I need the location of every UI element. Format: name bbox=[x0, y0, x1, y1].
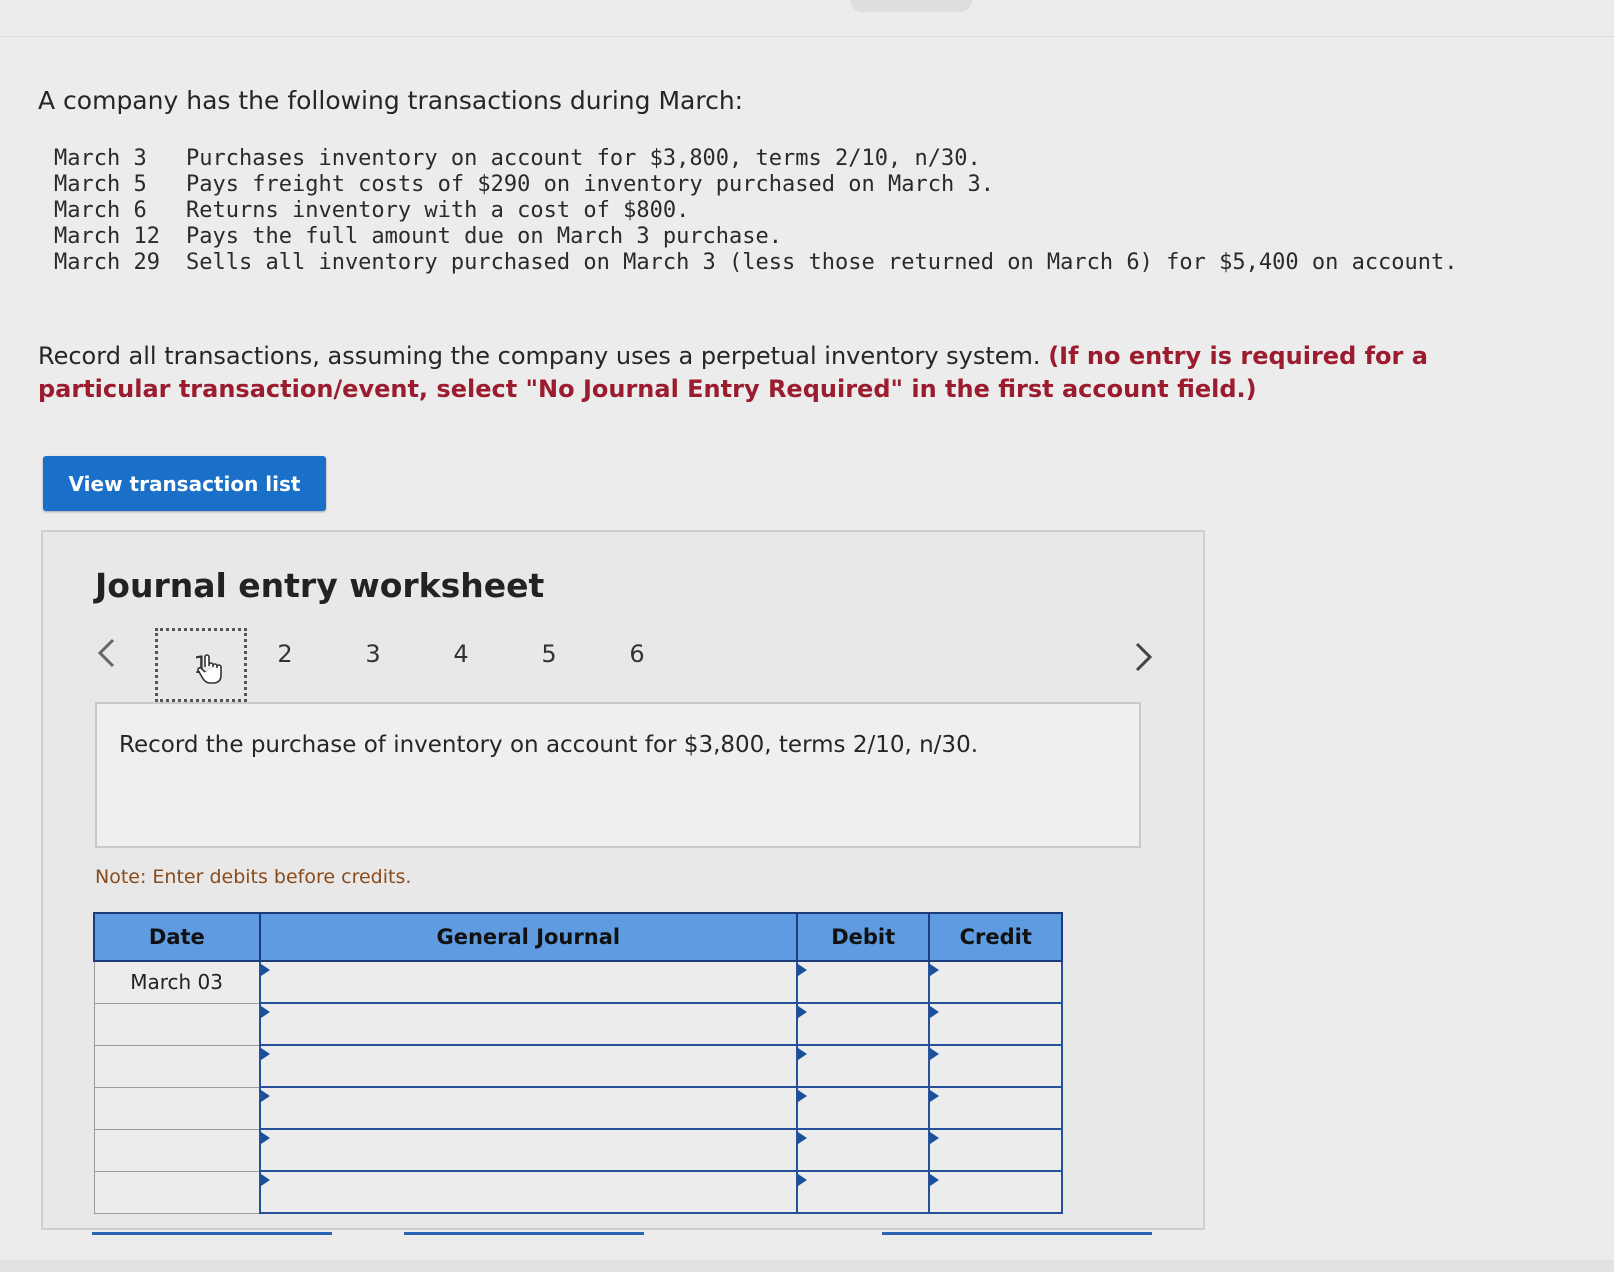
chevron-right-icon[interactable] bbox=[1133, 640, 1155, 683]
account-input[interactable] bbox=[260, 1129, 797, 1171]
transaction-row bbox=[54, 172, 1458, 198]
credit-input[interactable] bbox=[929, 961, 1062, 1003]
date-cell bbox=[94, 1129, 260, 1171]
header-general-journal: General Journal bbox=[260, 913, 797, 961]
prompt-box bbox=[95, 702, 1141, 848]
general-journal-table bbox=[93, 912, 1063, 1214]
page-tab-3[interactable]: 3 bbox=[365, 640, 381, 668]
table-row bbox=[94, 961, 1062, 1003]
credit-input[interactable] bbox=[929, 1171, 1062, 1213]
debit-input[interactable] bbox=[797, 961, 930, 1003]
date-cell bbox=[94, 1045, 260, 1087]
transaction-date: March 12 bbox=[54, 224, 160, 249]
top-divider bbox=[0, 36, 1614, 37]
bottom-divider bbox=[0, 1260, 1614, 1272]
credit-input[interactable] bbox=[929, 1129, 1062, 1171]
bottom-button-edge[interactable] bbox=[92, 1232, 332, 1235]
page-tab-2[interactable]: 2 bbox=[277, 640, 293, 668]
instructions-emphasis: (If no entry is required for a particular transaction/event, select "No Journal Entry Required" in the first account field.) bbox=[38, 342, 1428, 403]
transaction-row bbox=[54, 198, 1458, 224]
worksheet-title: Journal entry worksheet bbox=[95, 566, 545, 605]
credit-input[interactable] bbox=[929, 1087, 1062, 1129]
debit-input[interactable] bbox=[797, 1003, 930, 1045]
page-tab-5[interactable]: 5 bbox=[541, 640, 557, 668]
debit-input[interactable] bbox=[797, 1129, 930, 1171]
top-tab bbox=[850, 0, 972, 12]
transaction-text: Sells all inventory purchased on March 3 (less those returned on March 6) for $5,400 on account. bbox=[186, 250, 1458, 275]
table-row bbox=[94, 1045, 1062, 1087]
account-input[interactable] bbox=[260, 1087, 797, 1129]
page-tab-1[interactable] bbox=[155, 628, 247, 702]
hand-pointer-icon bbox=[196, 653, 224, 685]
transaction-row bbox=[54, 250, 1458, 276]
credit-input[interactable] bbox=[929, 1045, 1062, 1087]
account-input[interactable] bbox=[260, 1171, 797, 1213]
table-row bbox=[94, 1087, 1062, 1129]
header-date: Date bbox=[94, 913, 260, 961]
table-row bbox=[94, 1171, 1062, 1213]
header-debit: Debit bbox=[797, 913, 930, 961]
table-row bbox=[94, 1129, 1062, 1171]
account-input[interactable] bbox=[260, 1045, 797, 1087]
debit-input[interactable] bbox=[797, 1045, 930, 1087]
transaction-text: Pays the full amount due on March 3 purchase. bbox=[186, 224, 783, 249]
debit-input[interactable] bbox=[797, 1171, 930, 1213]
instructions bbox=[38, 340, 1538, 406]
transaction-row bbox=[54, 146, 1458, 172]
debit-input[interactable] bbox=[797, 1087, 930, 1129]
note-text: Note: Enter debits before credits. bbox=[95, 866, 412, 888]
transaction-text: Purchases inventory on account for $3,800, terms 2/10, n/30. bbox=[186, 146, 981, 171]
view-transaction-list-button[interactable]: View transaction list bbox=[43, 456, 326, 511]
transaction-text: Returns inventory with a cost of $800. bbox=[186, 198, 690, 223]
transaction-list bbox=[54, 146, 1458, 276]
transaction-date: March 6 bbox=[54, 198, 147, 223]
page-tab-label: 1 bbox=[193, 651, 209, 679]
chevron-left-icon[interactable] bbox=[95, 636, 117, 679]
transaction-date: March 29 bbox=[54, 250, 160, 275]
date-cell bbox=[94, 1087, 260, 1129]
intro-text: A company has the following transactions during March: bbox=[38, 86, 744, 115]
date-cell: March 03 bbox=[94, 961, 260, 1003]
prompt-text: Record the purchase of inventory on account for $3,800, terms 2/10, n/30. bbox=[119, 732, 979, 758]
bottom-button-edge[interactable] bbox=[882, 1232, 1152, 1235]
instructions-text: Record all transactions, assuming the company uses a perpetual inventory system. bbox=[38, 342, 1049, 370]
account-input[interactable] bbox=[260, 961, 797, 1003]
transaction-row bbox=[54, 224, 1458, 250]
header-credit: Credit bbox=[929, 913, 1062, 961]
date-cell bbox=[94, 1171, 260, 1213]
page-tab-4[interactable]: 4 bbox=[453, 640, 469, 668]
transaction-text: Pays freight costs of $290 on inventory purchased on March 3. bbox=[186, 172, 994, 197]
transaction-date: March 5 bbox=[54, 172, 147, 197]
journal-entry-worksheet bbox=[41, 530, 1205, 1230]
table-header-row bbox=[94, 913, 1062, 961]
page-tab-6[interactable]: 6 bbox=[629, 640, 645, 668]
account-input[interactable] bbox=[260, 1003, 797, 1045]
table-row bbox=[94, 1003, 1062, 1045]
credit-input[interactable] bbox=[929, 1003, 1062, 1045]
bottom-button-edge[interactable] bbox=[404, 1232, 644, 1235]
transaction-date: March 3 bbox=[54, 146, 147, 171]
date-cell bbox=[94, 1003, 260, 1045]
